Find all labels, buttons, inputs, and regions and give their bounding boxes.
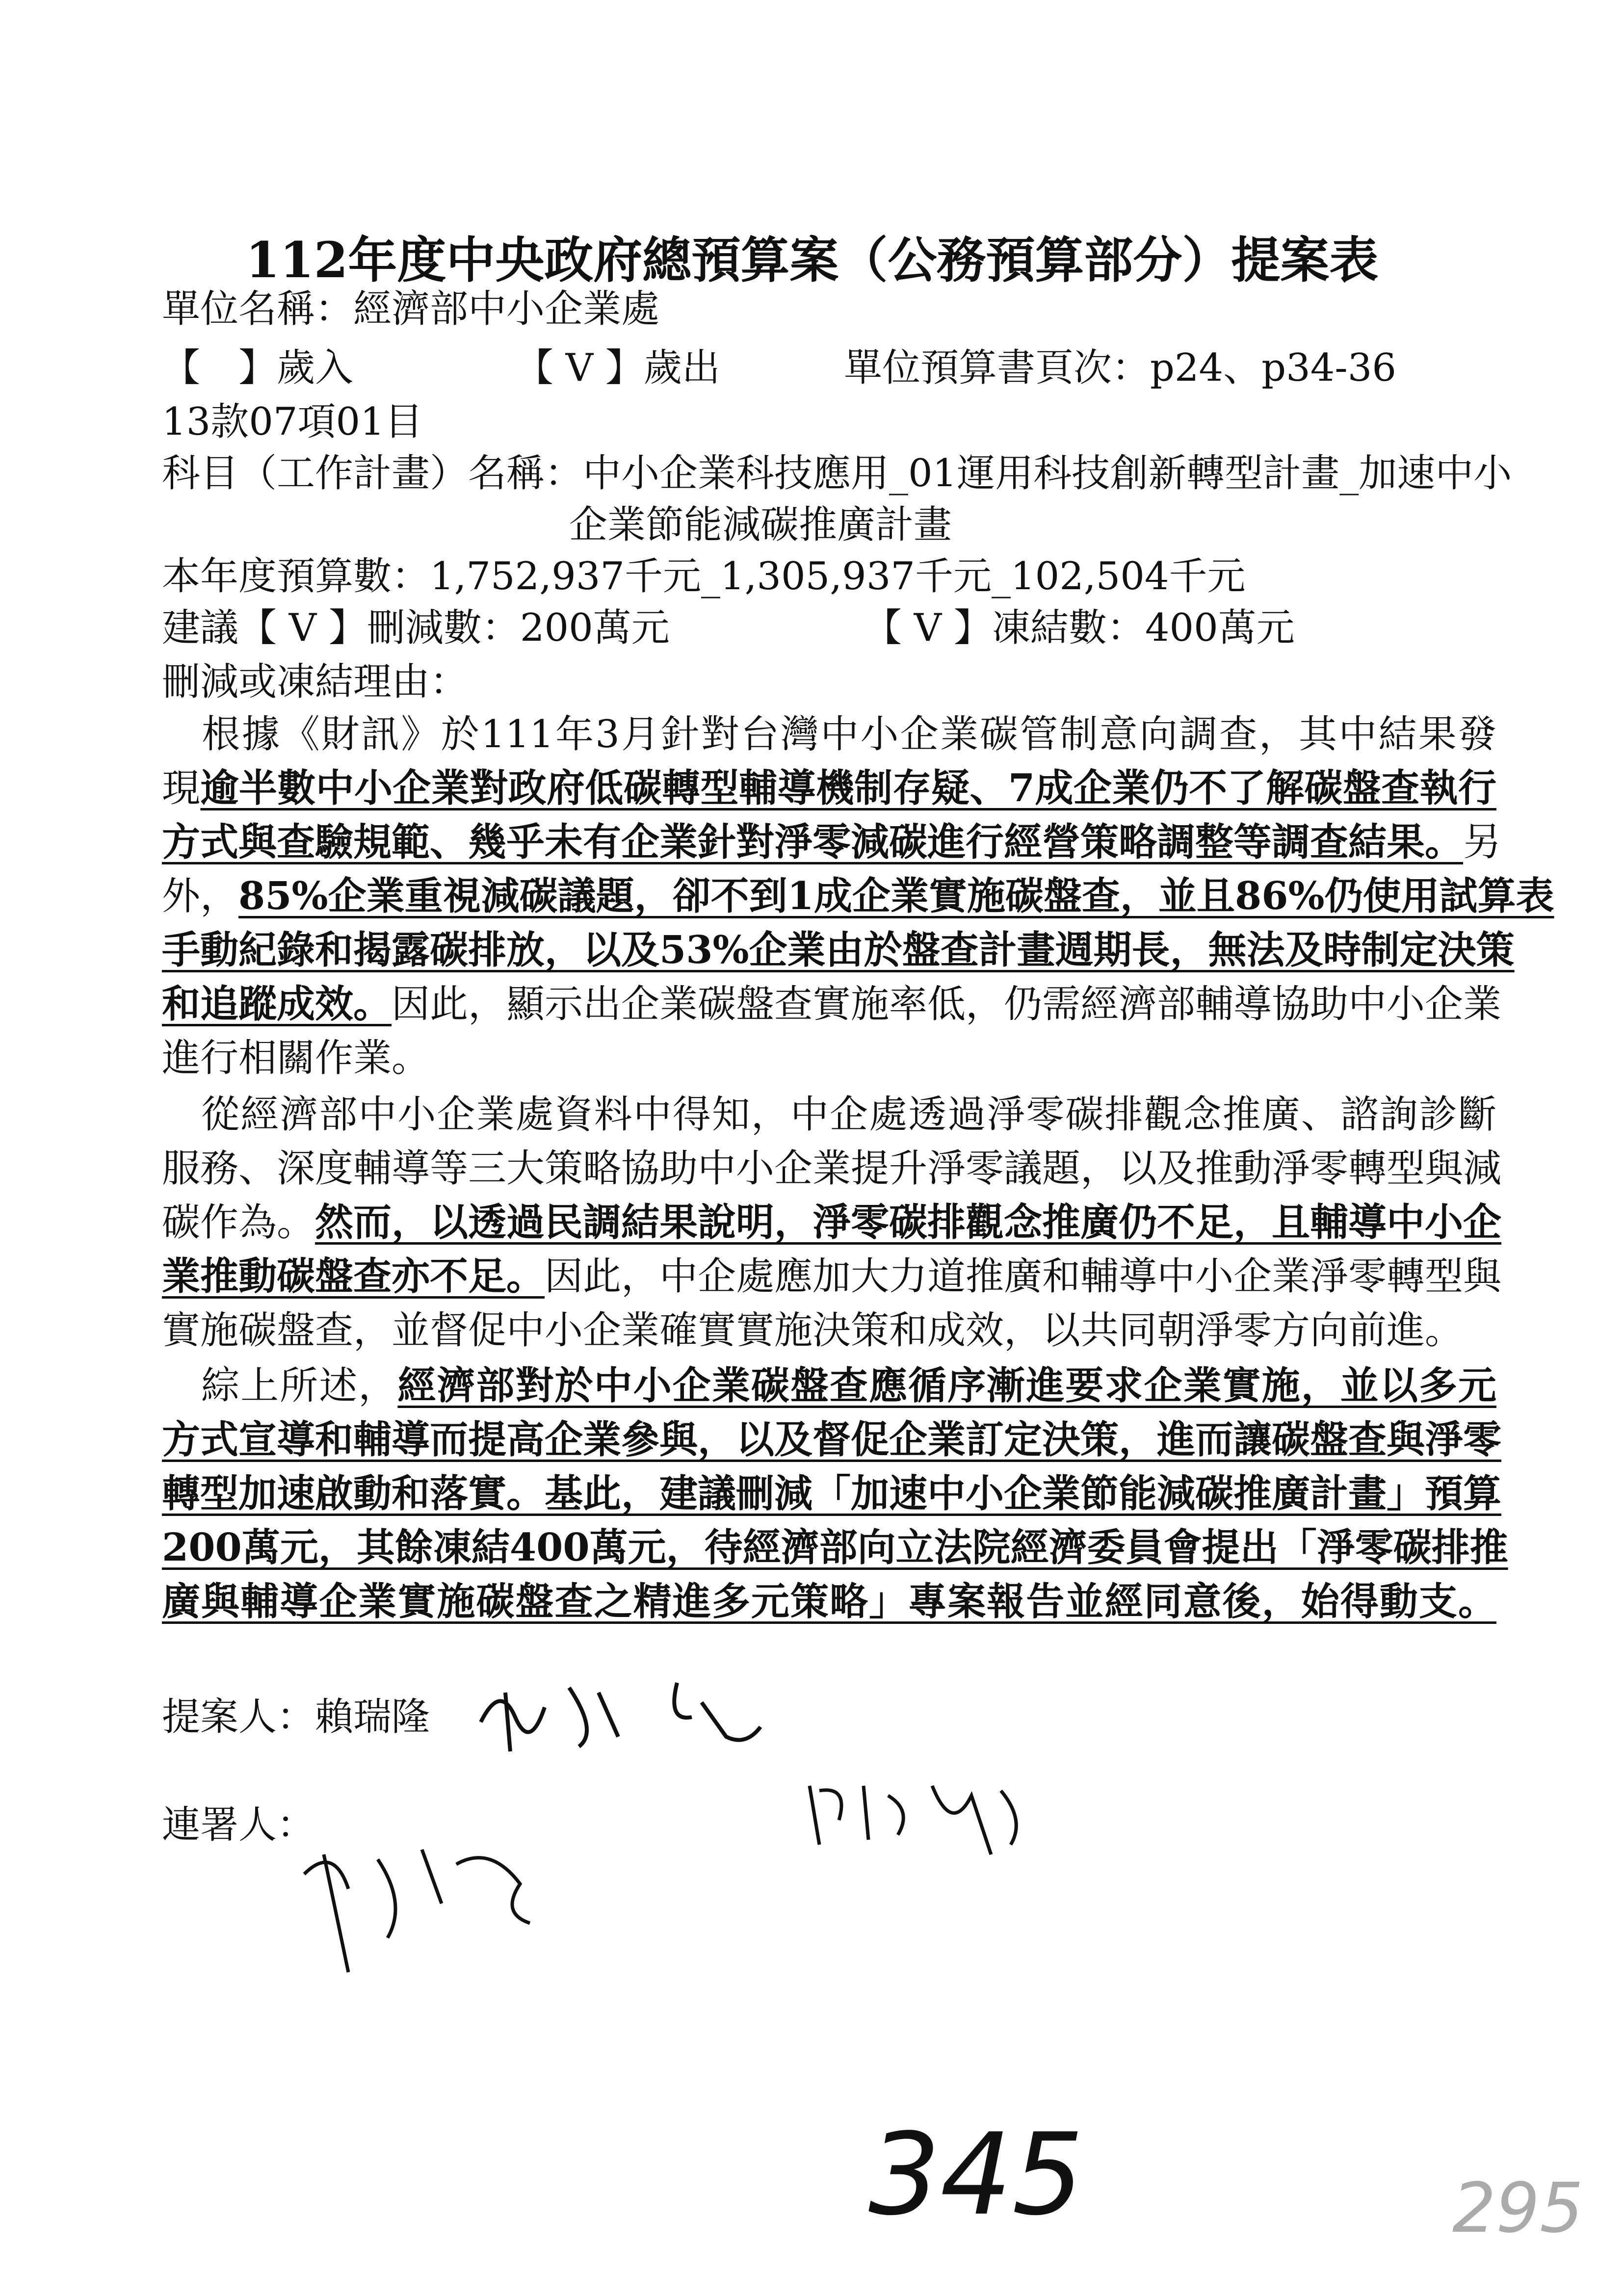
text-segment: 另	[1463, 820, 1502, 864]
cosigner-signature-2	[805, 1766, 1030, 1874]
text-segment: 綜上所述，	[162, 1364, 398, 1408]
text-segment: 進行相關作業。	[162, 1036, 430, 1080]
underlined-text: 85%企業重視減碳議題，卻不到1成企業實施碳盤查，並且86%仍使用試算表	[238, 874, 1554, 918]
paragraph-line	[162, 1577, 1496, 1626]
page-reference: 單位預算書頁次：p24、p34-36	[844, 346, 1396, 390]
faint-page-number: 295	[1452, 2168, 1584, 2248]
paragraph-line	[162, 980, 1502, 1029]
underlined-text: 經濟部對於中小企業碳盤查應循序漸進要求企業實施，並以多元	[397, 1363, 1496, 1408]
cosigner-signature-1	[294, 1815, 550, 1982]
underlined-text: 轉型加速啟動和落實。基此，建議刪減「加速中小企業節能減碳推廣計畫」預算	[162, 1471, 1502, 1516]
text-segment: 現	[162, 766, 201, 810]
proposer-signature	[471, 1663, 765, 1761]
subject-line-2: 企業節能減碳推廣計畫	[569, 503, 952, 547]
budget-amount: 本年度預算數：1,752,937千元_1,305,937千元_102,504千元	[162, 554, 1246, 599]
underlined-text: 然而，以透過民調結果說明，淨零碳排觀念推廣仍不足，且輔導中小企	[315, 1200, 1502, 1245]
underlined-text: 廣與輔導企業實施碳盤查之精進多元策略」專案報告並經同意後，始得動支。	[162, 1579, 1496, 1624]
page-title: 112年度中央政府總預算案（公務預算部分）提案表	[245, 231, 1379, 289]
paragraph-line	[162, 764, 1496, 813]
cut-amount: 建議【 V 】刪減數：200萬元	[162, 606, 670, 650]
item-code: 13款07項01目	[162, 400, 423, 444]
handwritten-page-number: 345	[868, 2110, 1084, 2241]
paragraph-line	[162, 1034, 430, 1083]
proposer-label: 提案人：賴瑞隆	[162, 1695, 430, 1739]
paragraph-line	[162, 1361, 1496, 1410]
underlined-text: 逾半數中小企業對政府低碳轉型輔導機制存疑、7成企業仍不了解碳盤查執行	[200, 766, 1496, 810]
text-segment: 因此，顯示出企業碳盤查實施率低，仍需經濟部輔導協助中小企業	[392, 982, 1502, 1026]
underlined-text: 和追蹤成效。	[162, 982, 392, 1026]
text-segment: 根據《財訊》於111年3月針對台灣中小企業碳管制意向調查，其中結果發	[162, 712, 1496, 757]
reason-label: 刪減或凍結理由：	[162, 660, 469, 704]
paragraph-line	[162, 818, 1502, 867]
paragraph-line	[162, 710, 1496, 759]
paragraph-line	[162, 1090, 1496, 1139]
text-segment: 碳作為。	[162, 1200, 315, 1245]
text-segment: 從經濟部中小企業處資料中得知，中企處透過淨零碳排觀念推廣、諮詢診斷	[162, 1093, 1496, 1137]
underlined-text: 手動紀錄和揭露碳排放，以及53%企業由於盤查計畫週期長，無法及時制定決策	[162, 928, 1515, 972]
text-segment: 實施碳盤查，並督促中小企業確實實施決策和成效，以共同朝淨零方向前進。	[162, 1308, 1464, 1353]
underlined-text: 方式與查驗規範、幾乎未有企業針對淨零減碳進行經營策略調整等調查結果。	[162, 820, 1464, 864]
text-segment: 外，	[162, 874, 239, 918]
text-segment: 因此，中企處應加大力道推廣和輔導中小企業淨零轉型與	[545, 1254, 1502, 1299]
paragraph-line	[162, 1523, 1508, 1572]
paragraph-line	[162, 872, 1554, 921]
paragraph-line	[162, 926, 1515, 975]
expense-checkbox: 【 V 】歲出	[515, 346, 720, 390]
cosigner-label: 連署人：	[162, 1803, 315, 1847]
paragraph-line	[162, 1469, 1502, 1518]
paragraph-line	[162, 1144, 1502, 1193]
underlined-text: 業推動碳盤查亦不足。	[162, 1254, 545, 1299]
subject-line-1: 科目（工作計畫）名稱：中小企業科技應用_01運用科技創新轉型計畫_加速中小	[162, 451, 1512, 496]
paragraph-line	[162, 1415, 1502, 1464]
underlined-text: 方式宣導和輔導而提高企業參與，以及督促企業訂定決策，進而讓碳盤查與淨零	[162, 1417, 1502, 1462]
underlined-text: 200萬元，其餘凍結400萬元，待經濟部向立法院經濟委員會提出「淨零碳排推	[162, 1525, 1508, 1570]
revenue-checkbox: 【 】歲入	[162, 346, 354, 390]
unit-name: 單位名稱：經濟部中小企業處	[162, 287, 660, 331]
paragraph-line	[162, 1198, 1502, 1247]
paragraph-line	[162, 1252, 1502, 1301]
paragraph-line	[162, 1306, 1463, 1355]
freeze-amount: 【 V 】凍結數：400萬元	[864, 606, 1295, 650]
text-segment: 服務、深度輔導等三大策略協助中小企業提升淨零議題，以及推動淨零轉型與減	[162, 1147, 1502, 1191]
